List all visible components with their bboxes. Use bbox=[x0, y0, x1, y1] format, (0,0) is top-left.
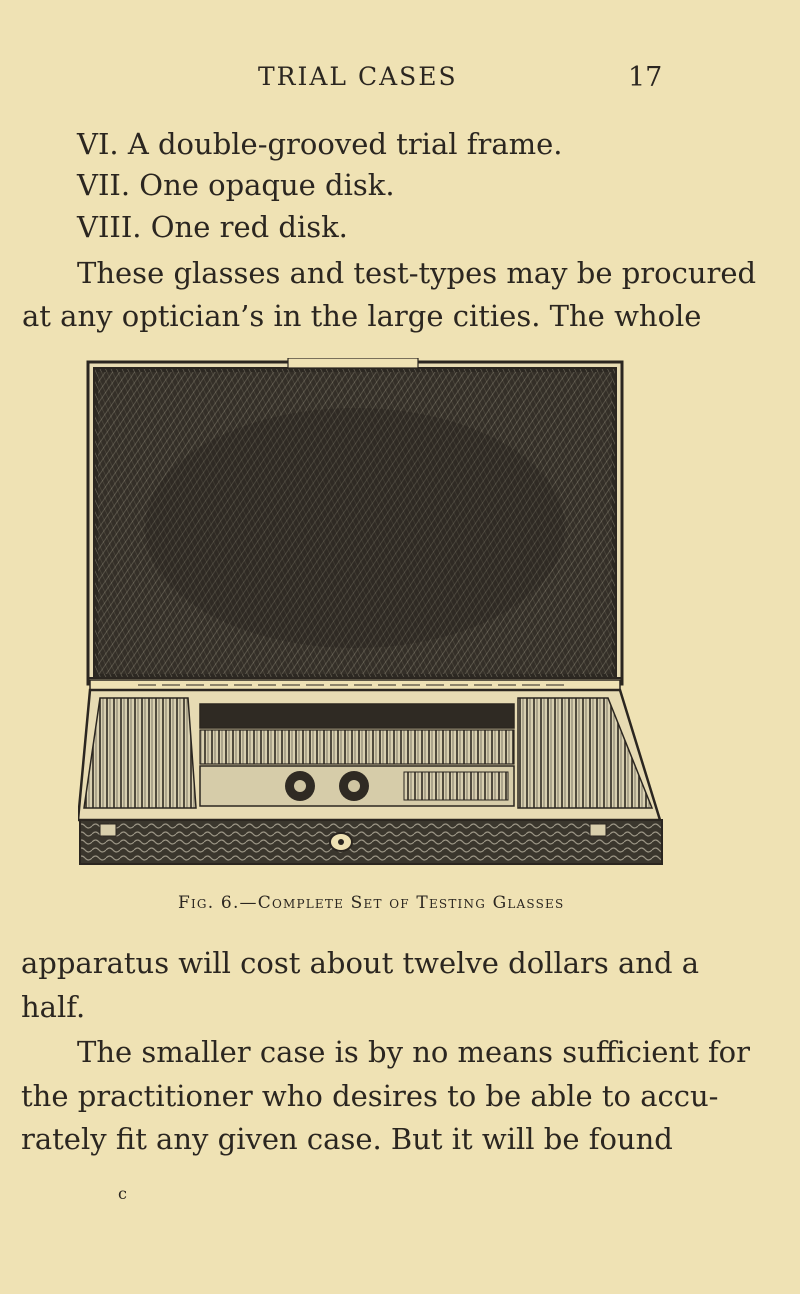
list-item-viii: VIII. One red disk. bbox=[77, 210, 348, 244]
page-number: 17 bbox=[628, 62, 663, 93]
paragraph-3-line-1: The smaller case is by no means sufficient for bbox=[77, 1035, 751, 1069]
paragraph-3-line-2: the practitioner who desires to be able to accu- bbox=[21, 1079, 719, 1113]
figure-caption bbox=[178, 893, 564, 913]
running-head bbox=[0, 62, 800, 96]
paragraph-3-line-3: rately fit any given case. But it will be found bbox=[21, 1122, 673, 1156]
paragraph-1-line-1: These glasses and test-types may be procured bbox=[77, 256, 757, 290]
signature-mark: c bbox=[118, 1184, 127, 1203]
list-item-vi: VI. A double-grooved trial frame. bbox=[77, 127, 563, 161]
running-title: TRIAL CASES bbox=[258, 62, 458, 91]
paragraph-1-line-2: at any optician’s in the large cities. The whole bbox=[22, 299, 702, 333]
list-item-vii: VII. One opaque disk. bbox=[77, 168, 395, 202]
paragraph-2-line-1: apparatus will cost about twelve dollars and a bbox=[21, 946, 700, 980]
trial-case-drawing bbox=[78, 358, 664, 868]
paragraph-2-line-2: half. bbox=[21, 990, 86, 1024]
trial-case-illustration bbox=[78, 358, 664, 868]
figure-caption-text: Fig. 6.—Complete Set of Testing Glasses bbox=[178, 893, 565, 913]
